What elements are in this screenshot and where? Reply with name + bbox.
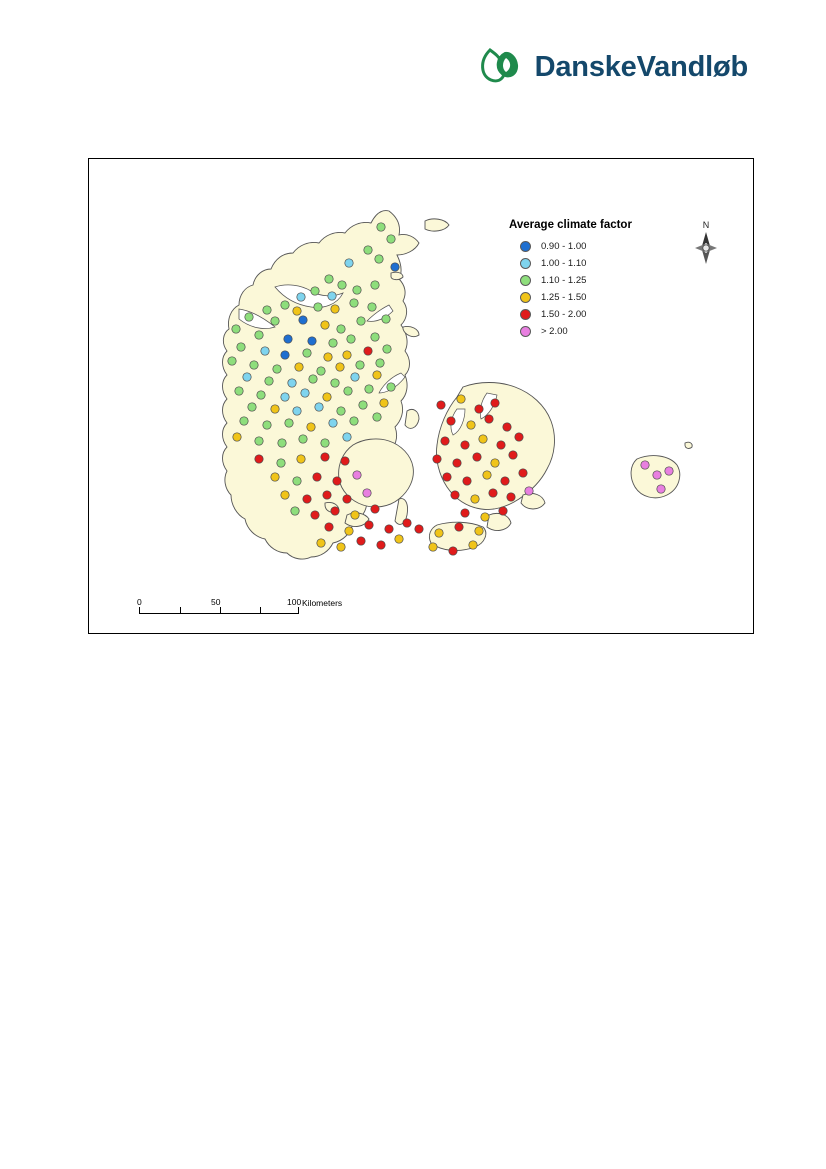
- map-point: [467, 421, 475, 429]
- map-point: [324, 353, 332, 361]
- map-point: [323, 393, 331, 401]
- map-point: [295, 363, 303, 371]
- map-point: [277, 459, 285, 467]
- map-point: [344, 387, 352, 395]
- map-point: [329, 419, 337, 427]
- map-point: [377, 223, 385, 231]
- map-point: [261, 347, 269, 355]
- map-point: [311, 511, 319, 519]
- map-point: [365, 521, 373, 529]
- map-point: [301, 389, 309, 397]
- legend-item: [509, 238, 689, 255]
- scalebar-label-50: 50: [211, 597, 221, 607]
- map-point: [473, 453, 481, 461]
- legend-title: Average climate factor: [509, 219, 632, 231]
- map-point: [387, 235, 395, 243]
- legend-swatch-icon: [520, 258, 531, 269]
- map-point: [237, 343, 245, 351]
- map-point: [328, 292, 336, 300]
- map-point: [351, 511, 359, 519]
- map-point: [248, 403, 256, 411]
- map-point: [380, 399, 388, 407]
- map-point: [641, 461, 649, 469]
- map-point: [461, 509, 469, 517]
- map-point: [297, 455, 305, 463]
- map-point: [345, 527, 353, 535]
- north-arrow-label: N: [702, 220, 710, 230]
- map-point: [325, 523, 333, 531]
- map-point: [429, 543, 437, 551]
- map-point: [475, 405, 483, 413]
- map-point: [499, 507, 507, 515]
- map-point: [491, 399, 499, 407]
- map-point: [497, 441, 505, 449]
- map-point: [363, 489, 371, 497]
- legend-item-label: 1.00 - 1.10: [541, 258, 587, 269]
- legend-item-label: 1.50 - 2.00: [541, 309, 587, 320]
- map-point: [437, 401, 445, 409]
- map-point: [288, 379, 296, 387]
- map-point: [263, 306, 271, 314]
- map-point: [457, 395, 465, 403]
- map-point: [395, 535, 403, 543]
- map-point: [485, 415, 493, 423]
- map-point: [391, 263, 399, 271]
- map-point: [341, 457, 349, 465]
- map-point: [455, 523, 463, 531]
- map-point: [350, 417, 358, 425]
- map-point: [233, 433, 241, 441]
- map-scalebar: [139, 597, 369, 623]
- map-point: [331, 305, 339, 313]
- map-point: [321, 453, 329, 461]
- map-point: [343, 351, 351, 359]
- map-point: [331, 507, 339, 515]
- map-point: [665, 467, 673, 475]
- map-point: [461, 441, 469, 449]
- map-point: [281, 351, 289, 359]
- map-point: [376, 359, 384, 367]
- map-point: [235, 387, 243, 395]
- map-point: [255, 437, 263, 445]
- map-point: [314, 303, 322, 311]
- map-point: [483, 471, 491, 479]
- map-point: [297, 293, 305, 301]
- map-point: [385, 525, 393, 533]
- map-point: [337, 325, 345, 333]
- legend-swatch-icon: [520, 241, 531, 252]
- map-point: [353, 286, 361, 294]
- map-point: [377, 541, 385, 549]
- scalebar-label-100: 100: [287, 597, 302, 607]
- map-point: [245, 313, 253, 321]
- map-point: [317, 367, 325, 375]
- map-point: [657, 485, 665, 493]
- map-point: [281, 491, 289, 499]
- legend-item: [509, 323, 689, 340]
- map-point: [373, 413, 381, 421]
- scalebar-unit: Kilometers: [302, 598, 343, 608]
- legend-item-label: > 2.00: [541, 326, 568, 337]
- map-point: [364, 246, 372, 254]
- map-point: [441, 437, 449, 445]
- map-point: [343, 495, 351, 503]
- map-point: [336, 363, 344, 371]
- legend-swatch-icon: [520, 309, 531, 320]
- map-point: [293, 407, 301, 415]
- map-point: [329, 339, 337, 347]
- map-point: [481, 513, 489, 521]
- map-point: [265, 377, 273, 385]
- map-point: [449, 547, 457, 555]
- map-point: [375, 255, 383, 263]
- map-point: [351, 373, 359, 381]
- legend-item-label: 1.10 - 1.25: [541, 275, 587, 286]
- map-point: [447, 417, 455, 425]
- map-point: [515, 433, 523, 441]
- map-point: [337, 543, 345, 551]
- map-point: [359, 401, 367, 409]
- map-point: [271, 317, 279, 325]
- legend-item-label: 1.25 - 1.50: [541, 292, 587, 303]
- map-point: [255, 331, 263, 339]
- brand-header: [475, 44, 748, 90]
- map-point: [303, 349, 311, 357]
- map-point: [284, 335, 292, 343]
- map-point: [250, 361, 258, 369]
- map-point: [311, 287, 319, 295]
- map-point: [382, 315, 390, 323]
- map-point: [232, 325, 240, 333]
- map-point: [337, 407, 345, 415]
- map-point: [285, 419, 293, 427]
- map-point: [228, 357, 236, 365]
- map-point: [271, 405, 279, 413]
- map-point: [365, 385, 373, 393]
- map-point: [281, 301, 289, 309]
- map-point: [263, 421, 271, 429]
- map-point: [299, 316, 307, 324]
- map-point: [387, 383, 395, 391]
- map-point: [364, 347, 372, 355]
- map-point: [325, 275, 333, 283]
- map-point: [471, 495, 479, 503]
- map-point: [281, 393, 289, 401]
- map-point: [291, 507, 299, 515]
- legend-item-label: 0.90 - 1.00: [541, 241, 587, 252]
- map-point: [507, 493, 515, 501]
- north-arrow-icon: [693, 230, 719, 266]
- map-point: [525, 487, 533, 495]
- map-point: [475, 527, 483, 535]
- map-point: [317, 539, 325, 547]
- droplet-leaf-logo-icon: [475, 44, 521, 90]
- map-point: [309, 375, 317, 383]
- brand-name: DanskeVandløb: [534, 50, 748, 83]
- map-point: [479, 435, 487, 443]
- map-point: [240, 417, 248, 425]
- map-point: [371, 281, 379, 289]
- map-point: [371, 333, 379, 341]
- map-point: [347, 335, 355, 343]
- map-point: [257, 391, 265, 399]
- map-point: [433, 455, 441, 463]
- map-point: [443, 473, 451, 481]
- map-point: [356, 361, 364, 369]
- map-point: [343, 433, 351, 441]
- map-point: [293, 477, 301, 485]
- map-point: [313, 473, 321, 481]
- map-figure: [88, 158, 754, 634]
- map-legend: [509, 219, 689, 340]
- map-point: [345, 259, 353, 267]
- map-point: [653, 471, 661, 479]
- map-point: [321, 439, 329, 447]
- legend-swatch-icon: [520, 292, 531, 303]
- map-point: [299, 435, 307, 443]
- map-point: [315, 403, 323, 411]
- north-arrow: [693, 221, 719, 269]
- map-point: [509, 451, 517, 459]
- map-point: [353, 471, 361, 479]
- map-point: [271, 473, 279, 481]
- map-point: [308, 337, 316, 345]
- map-point: [243, 373, 251, 381]
- map-point: [255, 455, 263, 463]
- scalebar-ticks: [139, 607, 299, 614]
- map-point: [403, 519, 411, 527]
- legend-item: [509, 289, 689, 306]
- map-point: [415, 525, 423, 533]
- map-point: [469, 541, 477, 549]
- scalebar-label-0: 0: [137, 597, 142, 607]
- map-point: [368, 303, 376, 311]
- map-point: [273, 365, 281, 373]
- map-point: [338, 281, 346, 289]
- legend-item: [509, 255, 689, 272]
- map-point: [435, 529, 443, 537]
- map-point: [501, 477, 509, 485]
- map-point: [489, 489, 497, 497]
- map-point: [491, 459, 499, 467]
- map-point: [323, 491, 331, 499]
- map-point: [451, 491, 459, 499]
- map-point: [371, 505, 379, 513]
- map-point: [463, 477, 471, 485]
- map-point: [303, 495, 311, 503]
- map-point: [331, 379, 339, 387]
- map-point: [307, 423, 315, 431]
- map-point: [293, 307, 301, 315]
- legend-swatch-icon: [520, 326, 531, 337]
- map-point: [321, 321, 329, 329]
- map-point: [333, 477, 341, 485]
- map-point: [278, 439, 286, 447]
- map-point: [519, 469, 527, 477]
- legend-swatch-icon: [520, 275, 531, 286]
- map-point: [357, 317, 365, 325]
- map-point: [373, 371, 381, 379]
- map-point: [350, 299, 358, 307]
- map-point: [357, 537, 365, 545]
- map-point: [383, 345, 391, 353]
- map-point: [453, 459, 461, 467]
- legend-item: [509, 306, 689, 323]
- map-point: [503, 423, 511, 431]
- legend-item: [509, 272, 689, 289]
